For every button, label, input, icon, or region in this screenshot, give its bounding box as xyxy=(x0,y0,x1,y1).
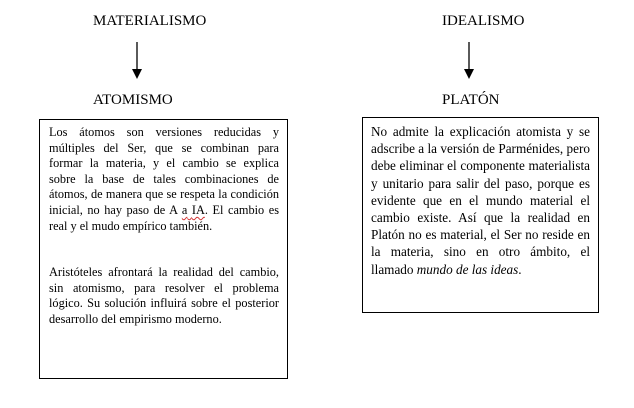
atomismo-paragraph-1: Los átomos son versiones reducidas y múltiples del Ser, que se combinan para formar la materia, y el cambio se explica sobre la base de tales combinaciones de átomos, de manera que se respeta la condición inicial, no hay paso de A a IA. El cambio es real y el mudo empírico también. xyxy=(49,125,279,233)
spellcheck-underline: a IA xyxy=(181,202,205,217)
platon-paragraph: No admite la explicación atomista y se adscribe a la versión de Parménides, pero debe eliminar el componente materialista y unitario para salir del paso, porque es evidente que en el mundo material el cambio existe. Así que la realidad en Platón no es material, el Ser no reside en la materia, sino en otro ámbito, el llamado mundo de las ideas. xyxy=(371,124,590,277)
arrow-down-icon xyxy=(463,42,475,80)
heading-idealismo: IDEALISMO xyxy=(442,13,525,29)
platon-text-box xyxy=(362,117,599,313)
atomismo-paragraph-2: Aristóteles afrontará la realidad del cambio, sin atomismo, para resolver el problema lógico. Su solución influirá sobre el posterior desarrollo del empirismo moderno. xyxy=(49,265,279,326)
subheading-atomismo: ATOMISMO xyxy=(93,92,173,108)
subheading-platon: PLATÓN xyxy=(442,92,500,108)
atomismo-text-box xyxy=(39,119,288,379)
arrow-down-icon xyxy=(131,42,143,80)
mundo-de-las-ideas-emphasis: mundo de las ideas xyxy=(416,261,519,277)
heading-materialismo: MATERIALISMO xyxy=(93,13,207,29)
